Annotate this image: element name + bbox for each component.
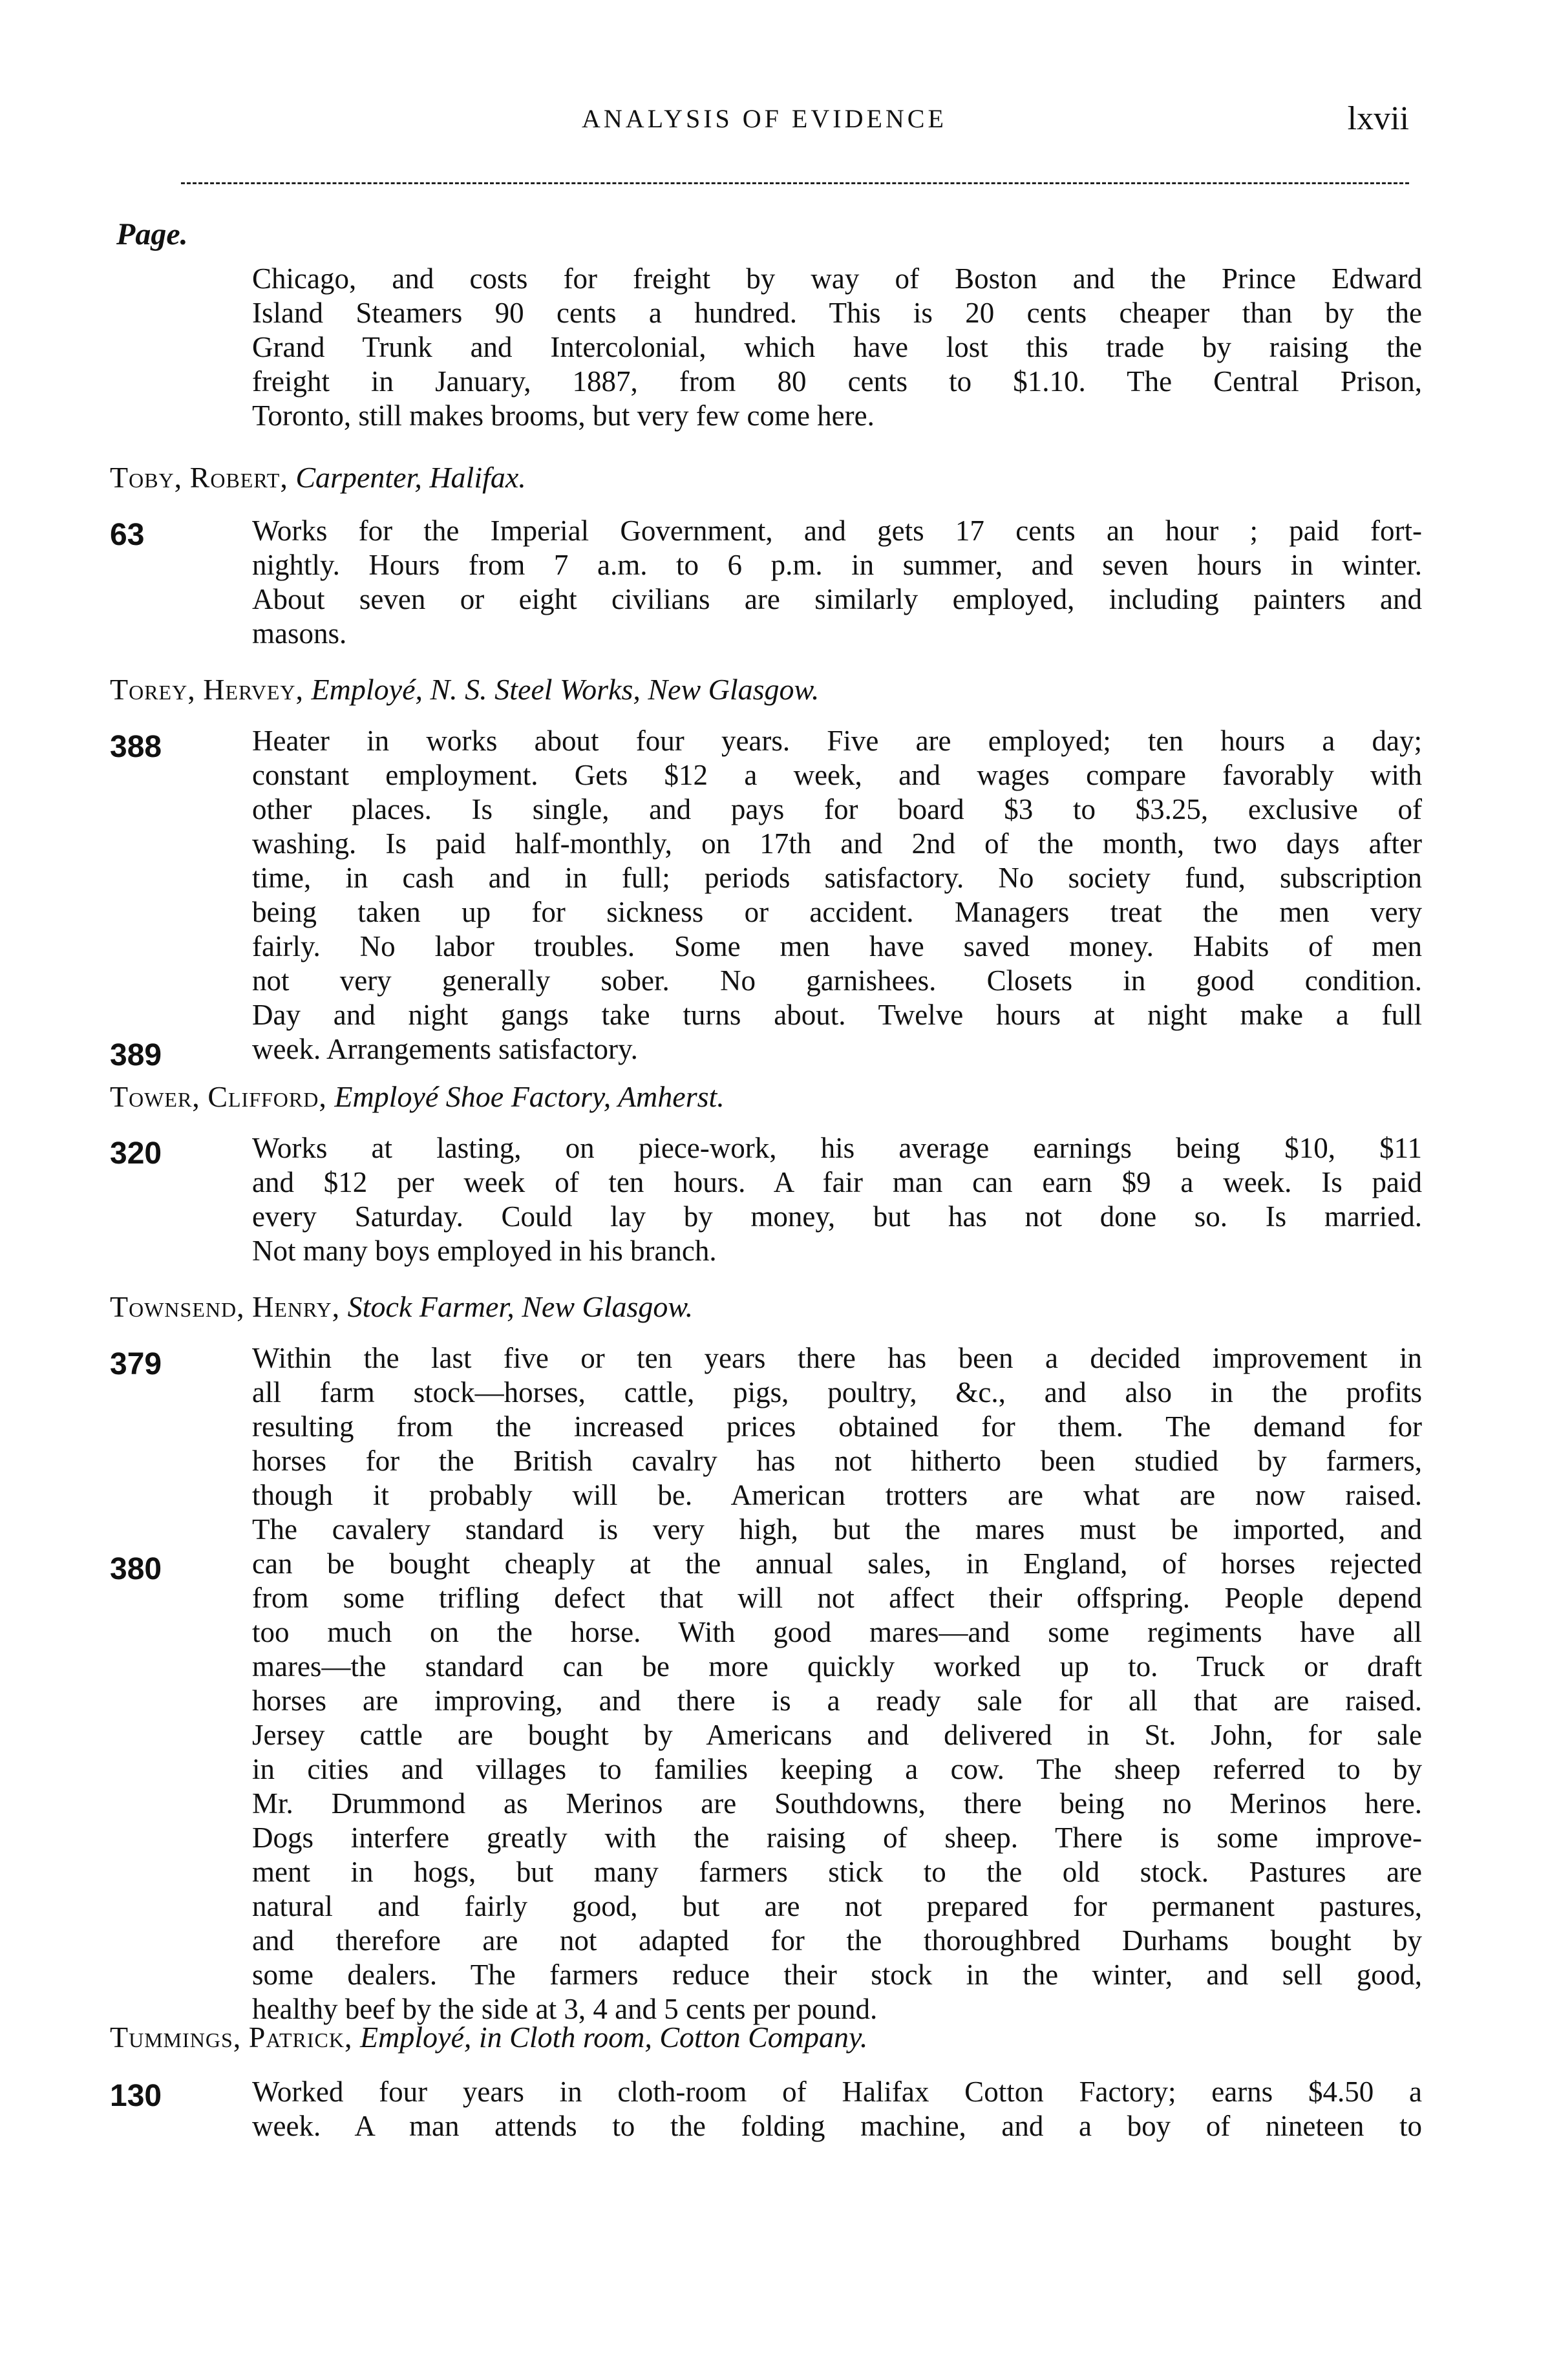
evidence-page-number: 379: [110, 1347, 162, 1381]
text-line: About seven or eight civilians are similarly employed, including painters and: [252, 583, 1422, 615]
text-line: not very generally sober. No garnishees. Closets in good condition.: [252, 964, 1422, 997]
text-line: constant employment. Gets $12 a week, and wages compare favorably with: [252, 759, 1422, 791]
entry-role: Stock Farmer, New Glasgow.: [347, 1290, 694, 1323]
entry-given-name: Henry,: [252, 1290, 341, 1323]
header-title: ANALYSIS OF EVIDENCE: [582, 104, 947, 133]
text-line: ment in hogs, but many farmers stick to the old stock. Pastures are: [252, 1856, 1422, 1888]
text-line: Within the last five or ten years there has been a decided improvement in: [252, 1342, 1422, 1374]
entry-role: Employé Shoe Factory, Amherst.: [334, 1080, 725, 1113]
evidence-page-number: 388: [110, 730, 162, 764]
text-line: and $12 per week of ten hours. A fair man can earn $9 a week. Is paid: [252, 1166, 1422, 1198]
text-line: Works at lasting, on piece-work, his average earnings being $10, $11: [252, 1132, 1422, 1164]
entry-paragraph-tower: [252, 1131, 1422, 1268]
text-line: in cities and villages to families keeping a cow. The sheep referred to by: [252, 1753, 1422, 1785]
page-column-label: Page.: [116, 217, 188, 251]
text-line: Dogs interfere greatly with the raising of sheep. There is some improve-: [252, 1822, 1422, 1854]
text-line: Works for the Imperial Government, and gets 17 cents an hour ; paid fort-: [252, 515, 1422, 547]
evidence-page-number: 63: [110, 518, 145, 552]
entry-surname: Townsend,: [110, 1290, 245, 1323]
text-line: horses are improving, and there is a ready sale for all that are raised.: [252, 1684, 1422, 1717]
text-line: Chicago, and costs for freight by way of Boston and the Prince Edward: [252, 262, 1422, 295]
entry-surname: Toby,: [110, 461, 183, 494]
entry-given-name: Clifford,: [207, 1080, 327, 1113]
text-line: freight in January, 1887, from 80 cents to $1.10. The Central Prison,: [252, 365, 1422, 398]
text-line: too much on the horse. With good mares—and some regiments have all: [252, 1616, 1422, 1648]
text-line: time, in cash and in full; periods satisfactory. No society fund, subscription: [252, 862, 1422, 894]
entry-given-name: Patrick,: [248, 2021, 353, 2054]
text-line: Mr. Drummond as Merinos are Southdowns, there being no Merinos here.: [252, 1787, 1422, 1820]
text-line: Island Steamers 90 cents a hundred. This is 20 cents cheaper than by the: [252, 297, 1422, 329]
text-line: Heater in works about four years. Five are employed; ten hours a day;: [252, 725, 1422, 757]
entry-paragraph-toby: [252, 514, 1422, 651]
evidence-page-number: 389: [110, 1038, 162, 1072]
text-line: week. Arrangements satisfactory.: [252, 1033, 638, 1065]
entry-paragraph-townsend: [252, 1341, 1422, 2026]
entry-paragraph-torey: [252, 724, 1422, 1067]
text-line: masons.: [252, 617, 347, 650]
evidence-page-number: 320: [110, 1136, 162, 1171]
running-header: [181, 100, 1409, 149]
text-line: resulting from the increased prices obtained for them. The demand for: [252, 1410, 1422, 1443]
entry-surname: Torey,: [110, 673, 196, 706]
entry-given-name: Robert,: [189, 461, 288, 494]
entry-heading-tummings: [110, 2020, 867, 2054]
text-line: from some trifling defect that will not affect their offspring. People depend: [252, 1582, 1422, 1614]
entry-role: Employé, N. S. Steel Works, New Glasgow.: [311, 673, 820, 706]
text-line: natural and fairly good, but are not prepared for permanent pastures,: [252, 1890, 1422, 1922]
text-line: nightly. Hours from 7 a.m. to 6 p.m. in summer, and seven hours in winter.: [252, 549, 1422, 581]
text-line: horses for the British cavalry has not hitherto been studied by farmers,: [252, 1445, 1422, 1477]
entry-paragraph-tummings: [252, 2075, 1422, 2143]
text-line: washing. Is paid half-monthly, on 17th and 2nd of the month, two days after: [252, 827, 1422, 860]
entry-heading-toby: [110, 460, 526, 494]
header-rule: [181, 182, 1409, 184]
text-line: mares—the standard can be more quickly worked up to. Truck or draft: [252, 1650, 1422, 1683]
entry-role: Employé, in Cloth room, Cotton Company.: [359, 2021, 868, 2054]
text-line: can be bought cheaply at the annual sales, in England, of horses rejected: [252, 1547, 1422, 1580]
intro-paragraph: [252, 262, 1422, 433]
text-line: week. A man attends to the folding machine, and a boy of nineteen to: [252, 2110, 1422, 2142]
entry-role: Carpenter, Halifax.: [295, 461, 526, 494]
entry-heading-townsend: [110, 1290, 693, 1324]
text-line: all farm stock—horses, cattle, pigs, poultry, &c., and also in the profits: [252, 1376, 1422, 1408]
text-line: fairly. No labor troubles. Some men have saved money. Habits of men: [252, 930, 1422, 962]
text-line: Day and night gangs take turns about. Twelve hours at night make a full: [252, 999, 1422, 1031]
entry-heading-torey: [110, 672, 819, 707]
text-line: some dealers. The farmers reduce their stock in the winter, and sell good,: [252, 1959, 1422, 1991]
text-line: Not many boys employed in his branch.: [252, 1235, 717, 1267]
text-line: The cavalery standard is very high, but the mares must be imported, and: [252, 1513, 1422, 1546]
text-line: healthy beef by the side at 3, 4 and 5 cents per pound.: [252, 1993, 878, 2025]
entry-surname: Tummings,: [110, 2021, 242, 2054]
text-line: Jersey cattle are bought by Americans and delivered in St. John, for sale: [252, 1719, 1422, 1751]
evidence-page-number: 380: [110, 1552, 162, 1586]
entry-heading-tower: [110, 1079, 725, 1114]
text-line: other places. Is single, and pays for board $3 to $3.25, exclusive of: [252, 793, 1422, 825]
text-line: though it probably will be. American trotters are what are now raised.: [252, 1479, 1422, 1511]
text-line: being taken up for sickness or accident. Managers treat the men very: [252, 896, 1422, 928]
text-line: Toronto, still makes brooms, but very few come here.: [252, 399, 875, 432]
entry-given-name: Hervey,: [203, 673, 304, 706]
text-line: Grand Trunk and Intercolonial, which have lost this trade by raising the: [252, 331, 1422, 363]
entry-surname: Tower,: [110, 1080, 200, 1113]
text-line: every Saturday. Could lay by money, but has not done so. Is married.: [252, 1200, 1422, 1233]
evidence-page-number: 130: [110, 2079, 162, 2113]
page-number: lxvii: [1347, 100, 1409, 137]
text-line: and therefore are not adapted for the thoroughbred Durhams bought by: [252, 1924, 1422, 1957]
text-line: Worked four years in cloth-room of Halifax Cotton Factory; earns $4.50 a: [252, 2076, 1422, 2108]
